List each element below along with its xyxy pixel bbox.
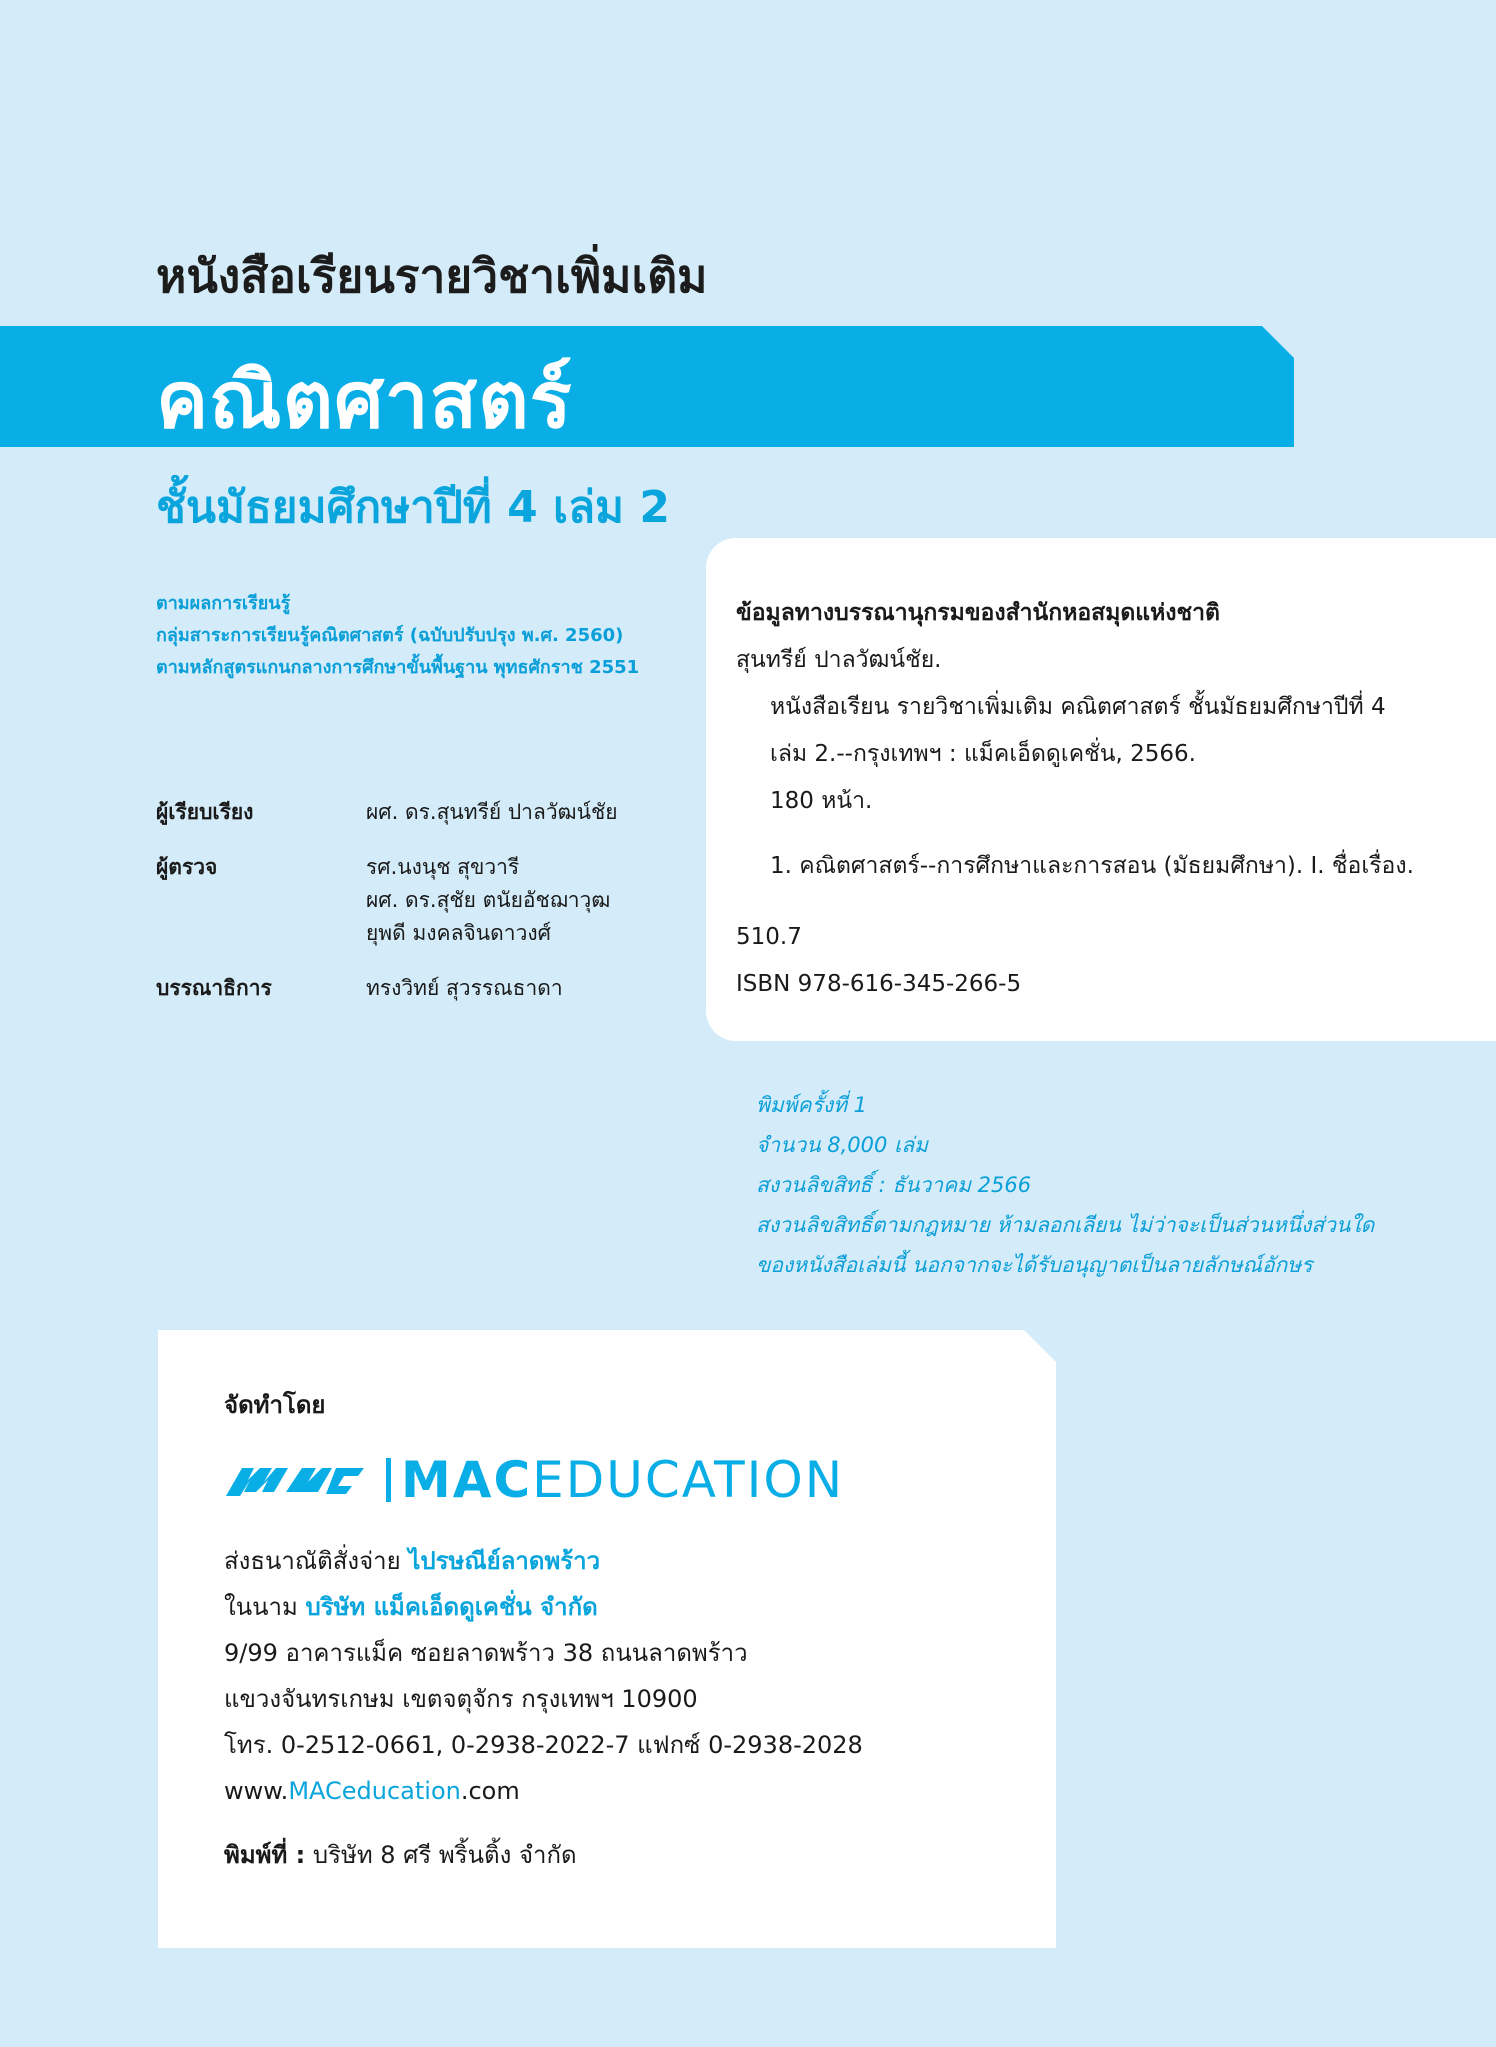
reviewer-row	[156, 851, 618, 950]
payment-prefix: ส่งธนาณัติสั่งจ่าย	[224, 1547, 409, 1575]
company-name: บริษัท แม็คเอ็ดดูเคชั่น จำกัด	[305, 1593, 598, 1621]
cip-record	[736, 590, 1414, 1008]
cip-title: ข้อมูลทางบรรณานุกรมของสำนักหอสมุดแห่งชาติ	[736, 600, 1220, 626]
printer-line	[224, 1832, 863, 1878]
payment-office: ไปรษณีย์ลาดพร้าว	[408, 1547, 601, 1575]
editor-row	[156, 972, 618, 1005]
reviewer-name: รศ.นงนุช สุขวารี	[366, 855, 520, 879]
payment-line	[224, 1538, 863, 1584]
logo-brand: MAC	[401, 1451, 533, 1509]
print-info-line: พิมพ์ครั้งที่ 1	[756, 1093, 867, 1117]
reviewer-name: ยุพดี มงคลจินดาวงศ์	[366, 921, 551, 945]
subject-title: คณิตศาสตร์	[156, 356, 573, 446]
web-brand: MACeducation	[288, 1777, 461, 1805]
website-link[interactable]	[224, 1768, 863, 1814]
cip-author: สุนทรีย์ ปาลวัฒน์ชัย.	[736, 647, 942, 673]
cip-classification: 510.7	[736, 924, 802, 950]
cip-pages: 180 หน้า.	[770, 788, 873, 814]
web-prefix: www.	[224, 1777, 289, 1805]
company-line	[224, 1584, 863, 1630]
curriculum-note	[156, 588, 639, 684]
print-info-line: สงวนลิขสิทธิ์ตามกฎหมาย ห้ามลอกเลียน ไม่ว่าจะเป็นส่วนหนึ่งส่วนใด	[756, 1213, 1375, 1237]
author-role: ผู้เรียบเรียง	[156, 800, 254, 824]
curriculum-line: กลุ่มสาระการเรียนรู้คณิตศาสตร์ (ฉบับปรับปรุง พ.ศ. 2560)	[156, 625, 624, 646]
publisher-info	[224, 1382, 863, 1878]
curriculum-line: ตามผลการเรียนรู้	[156, 593, 291, 614]
editor-name: ทรงวิทย์ สุวรรณธาดา	[366, 976, 563, 1000]
reviewer-name: ผศ. ดร.สุชัย ตนัยอัชฌาวุฒ	[366, 888, 611, 912]
mac-education-logo	[224, 1450, 863, 1510]
author-row	[156, 796, 618, 829]
phone-line: โทร. 0-2512-0661, 0-2938-2022-7 แฟกซ์ 0-2938-2028	[224, 1731, 863, 1759]
grade-volume: ชั้นมัธยมศึกษาปีที่ 4 เล่ม 2	[156, 482, 670, 533]
curriculum-line: ตามหลักสูตรแกนกลางการศึกษาขั้นพื้นฐาน พุทธศักราช 2551	[156, 657, 640, 678]
cip-publication-line: เล่ม 2.--กรุงเทพฯ : แม็คเอ็ดดูเคชั่น, 2566.	[770, 741, 1196, 767]
cip-title-line: หนังสือเรียน รายวิชาเพิ่มเติม คณิตศาสตร์ ชั้นมัธยมศึกษาปีที่ 4	[770, 694, 1386, 720]
print-info	[756, 1085, 1374, 1285]
address-line: แขวงจันทรเกษม เขตจตุจักร กรุงเทพฯ 10900	[224, 1685, 698, 1713]
author-name: ผศ. ดร.สุนทรีย์ ปาลวัฒน์ชัย	[366, 800, 618, 824]
logo-wordmark	[401, 1450, 844, 1510]
print-info-line: ของหนังสือเล่มนี้ นอกจากจะได้รับอนุญาตเป็นลายลักษณ์อักษร	[756, 1253, 1313, 1277]
editor-role: บรรณาธิการ	[156, 976, 272, 1000]
cip-subjects: 1. คณิตศาสตร์--การศึกษาและการสอน (มัธยมศึกษา). I. ชื่อเรื่อง.	[770, 853, 1414, 879]
logo-divider	[386, 1458, 391, 1502]
cip-isbn: ISBN 978-616-345-266-5	[736, 971, 1022, 997]
web-suffix: .com	[460, 1777, 520, 1805]
logo-suffix: EDUCATION	[532, 1451, 845, 1509]
name-prefix: ในนาม	[224, 1593, 306, 1621]
mac-logo-icon	[224, 1460, 374, 1500]
credits	[156, 796, 618, 1027]
print-info-line: สงวนลิขสิทธิ์ : ธันวาคม 2566	[756, 1173, 1032, 1197]
printer-label: พิมพ์ที่ :	[224, 1841, 306, 1869]
reviewer-role: ผู้ตรวจ	[156, 855, 218, 879]
address-line: 9/99 อาคารแม็ค ซอยลาดพร้าว 38 ถนนลาดพร้าว	[224, 1639, 748, 1667]
print-info-line: จำนวน 8,000 เล่ม	[756, 1133, 928, 1157]
prepared-by-label: จัดทำโดย	[224, 1391, 326, 1419]
series-heading: หนังสือเรียนรายวิชาเพิ่มเติม	[156, 249, 708, 303]
printer-name: บริษัท 8 ศรี พริ้นติ้ง จำกัด	[312, 1841, 577, 1869]
